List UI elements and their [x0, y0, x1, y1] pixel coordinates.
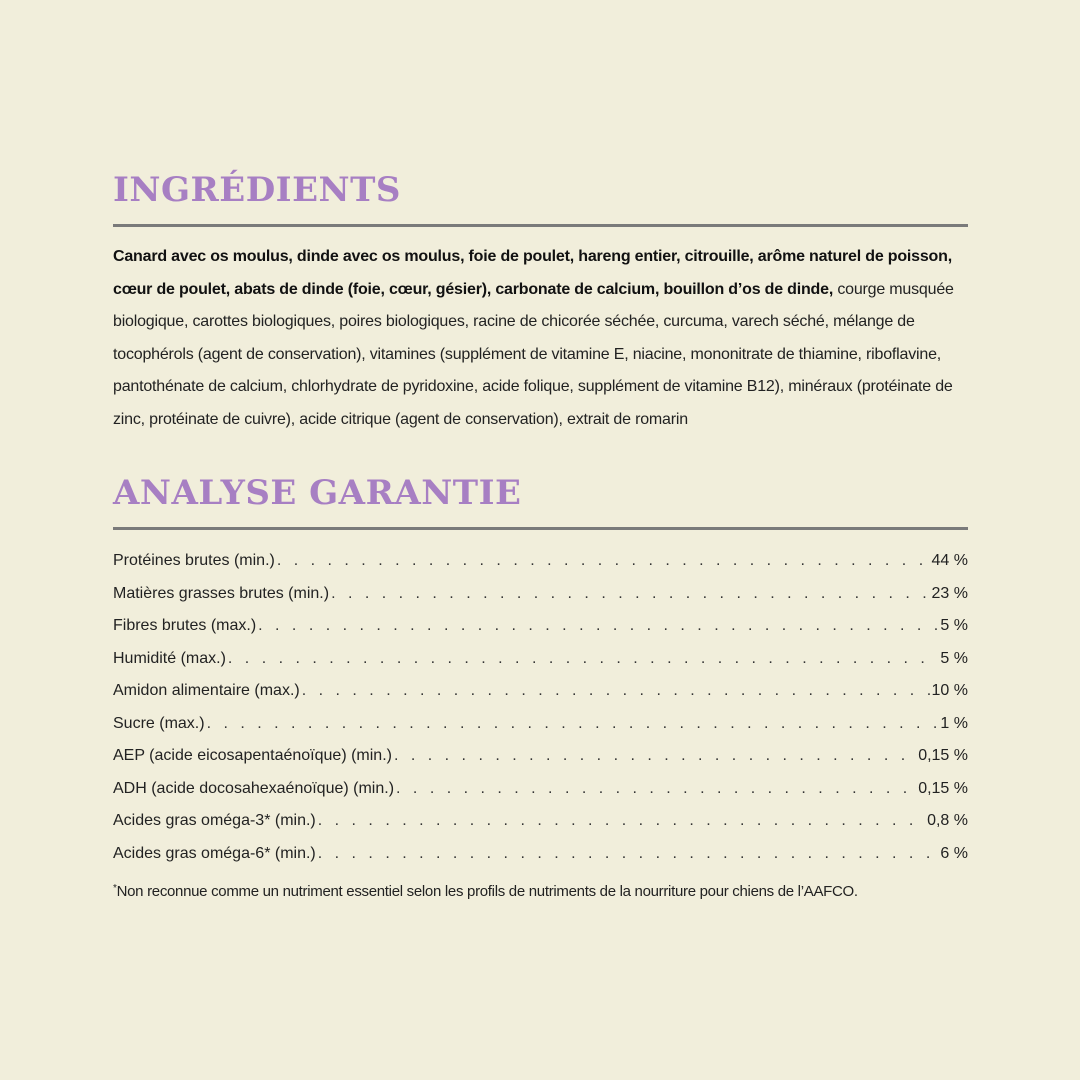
- analysis-row-label: Humidité (max.): [113, 649, 226, 667]
- analysis-row-value: 0,15 %: [918, 779, 968, 797]
- analysis-row-value: 23 %: [931, 584, 968, 602]
- analysis-row-label: Acides gras oméga-6* (min.): [113, 844, 316, 862]
- dot-leader: [277, 545, 930, 578]
- analysis-row-value: 44 %: [931, 552, 968, 569]
- analysis-row-label: Fibres brutes (max.): [113, 617, 257, 634]
- ingredients-main-text: Canard avec os moulus, dinde avec os moulus, foie de poulet, hareng entier, citrouille, arôme naturel de poisson, cœur de poulet, abats de dinde (foie, cœur, gésier), carbonate de calcium, bouillon d’os de dinde,: [113, 248, 952, 298]
- dot-leader: [207, 708, 939, 741]
- analysis-row: [113, 708, 968, 741]
- dot-leader: [302, 675, 930, 708]
- analysis-row-label: Acides gras oméga-3* (min.): [113, 812, 316, 829]
- analysis-row-value: 0,8 %: [927, 812, 968, 829]
- dot-leader: [396, 773, 916, 806]
- dot-leader: [318, 805, 925, 838]
- analysis-row-label: Matières grasses brutes (min.): [113, 584, 330, 602]
- dot-leader: [258, 610, 938, 643]
- analysis-row: [113, 805, 968, 838]
- dot-leader: [331, 578, 929, 611]
- ingredients-heading: INGRÉDIENTS: [113, 170, 401, 210]
- analysis-row-value: 10 %: [931, 682, 968, 699]
- analysis-row-label: AEP (acide eicosapentaénoïque) (min.): [113, 747, 392, 764]
- analysis-row: [113, 545, 968, 578]
- analysis-row-label: Amidon alimentaire (max.): [113, 682, 300, 699]
- ingredients-secondary-text: courge musquée biologique, carottes biologiques, poires biologiques, racine de chicorée séchée, curcuma, varech séché, mélange de tocophérols (agent de conservation), vitamines (supplément de vitamine E, niacine, mononitrate de thiamine, riboflavine, pantothénate de calcium, chlorhydrate de pyridoxine, acide folique, supplément de vitamine B12), minéraux (protéinate de zinc, protéinate de cuivre), acide citrique (agent de conservation), extrait de romarin: [113, 280, 954, 428]
- dot-leader: [228, 643, 939, 676]
- analysis-row-value: 5 %: [940, 617, 968, 634]
- analysis-row-label: Protéines brutes (min.): [113, 552, 275, 569]
- analysis-row-value: 1 %: [940, 714, 968, 732]
- analysis-row-label: ADH (acide docosahexaénoïque) (min.): [113, 779, 395, 797]
- footnote-text: Non reconnue comme un nutriment essentiel selon les profils de nutriments de la nourriture pour chiens de l’AAFCO.: [116, 883, 858, 900]
- analysis-row: [113, 773, 968, 806]
- analysis-row-value: 5 %: [940, 649, 968, 667]
- analysis-row: [113, 610, 968, 643]
- analysis-heading: ANALYSE GARANTIE: [113, 473, 522, 513]
- dot-leader: [318, 838, 939, 871]
- nutrition-panel: [113, 168, 968, 903]
- ingredients-divider: [113, 224, 968, 227]
- footnote: [113, 878, 968, 903]
- dot-leader: [394, 740, 916, 773]
- analysis-row: [113, 643, 968, 676]
- analysis-row: [113, 740, 968, 773]
- analysis-row-value: 6 %: [940, 844, 968, 862]
- analysis-divider: [113, 527, 968, 530]
- analysis-table: [113, 545, 968, 870]
- analysis-row-value: 0,15 %: [918, 747, 968, 764]
- ingredients-list: [113, 241, 968, 436]
- analysis-row: [113, 675, 968, 708]
- analysis-row: [113, 838, 968, 871]
- analysis-row-label: Sucre (max.): [113, 714, 205, 732]
- analysis-row: [113, 578, 968, 611]
- footnote-mark: *: [113, 883, 117, 894]
